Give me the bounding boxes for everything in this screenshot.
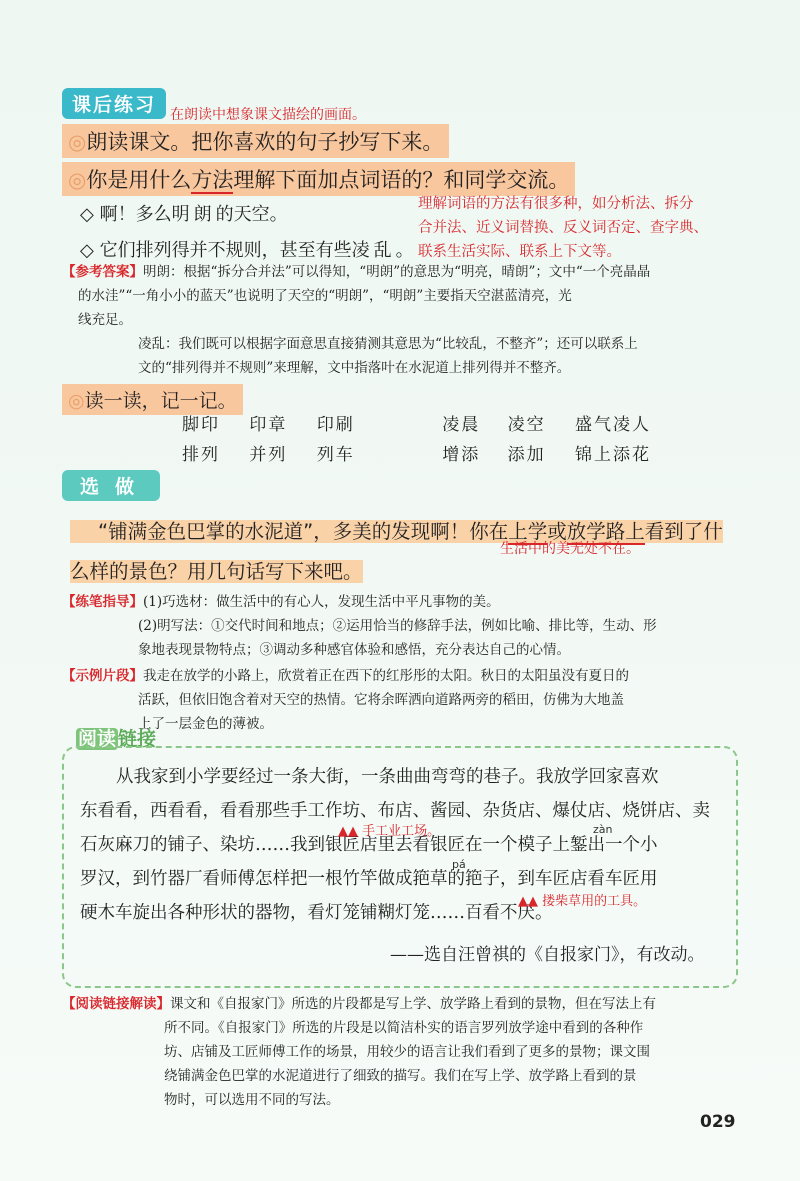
section-title-choose: 选做 [62,470,160,501]
q2-sentence-2: ◇ 它们排列得并不规则，甚至有些凌乱。 [80,240,414,261]
section-title-practice: 课后练习 [62,88,166,119]
reading-source: ——选自汪曾祺的《自报家门》，有改动。 [390,945,705,965]
dotted-word-minglang: 明朗 [171,204,216,225]
bullet-icon: ◎ [68,390,85,412]
choose-prompt: “铺满金色巴掌的水泥道”，多美的发现啊！你在上学或放学路上看到了什 么样的景色？用几句话写下来吧。 [70,520,723,583]
reference-answer: 【参考答案】明朗：根据“拆分合并法”可以得知，“明朗”的意思为“明亮，晴朗”；文中“一个亮晶晶 的水洼”“一角小小的蓝天”也说明了天空的“明朗”，“明朗”主要指天空湛蓝清亮，光 线充足。 凌乱：我们既可以根据字面意思直接猜测其意思为“比较乱，不整齐”；还可以联系上 文的“排列得并不规则”来理解，文中指落叶在水泥道上排列得并不整齐。 [62,264,651,376]
q2-sentence-1: ◇ 啊！多么明朗的天空。 [80,204,288,225]
q2-text-post: 理解下面加点词语的？和同学交流。 [233,168,570,192]
pinyin-zan: zàn [593,823,613,836]
question-3: ◎读一读，记一记。 [62,384,243,415]
dotted-word-lingluan: 凌乱 [351,240,396,261]
q2-text-method: 方法 [191,168,234,192]
reading-annotation-2: ▲▲ 搂柴草用的工具。 [518,894,647,909]
q1-text: 朗读课文。把你喜欢的句子抄写下来。 [86,130,444,154]
q2-annotation: 理解词语的方法有很多种，如分析法、拆分 合并法、近义词替换、反义词否定、查字典、 联系生活实际、联系上下文等。 [418,196,708,260]
q2-text-pre: 你是用什么 [86,168,192,192]
question-1 [62,124,449,158]
reading-passage: 从我家到小学要经过一条大街，一条曲曲弯弯的巷子。我放学回家喜欢 东看看，西看看，看看那些手工作坊、布店、酱园、杂货店、爆仗店、烧饼店、卖 石灰麻刀的铺子、染坊……我到银匠店里去看银匠在一个模子上錾出一个小 罗汉，到竹器厂看师傅怎样把一根竹竿做成筢草的筢子，到车匠店看车匠用 硬木车旋出各种形状的器物，看灯笼铺糊灯笼……百看不厌。 [80,767,710,923]
reading-annotation-1: ▲▲ 手工业工场。 [338,824,441,839]
word-row-1: 脚印 印章 印刷 凌晨 凌空 盛气凌人 [182,415,652,435]
writing-guide: 【练笔指导】(1)巧选材：做生活中的有心人，发现生活中平凡事物的美。 (2)明写法：①交代时间和地点；②运用恰当的修辞手法，例如比喻、排比等，生动、形 象地表现景物特点；③调动多种感官体验和感悟，充分表达自己的心情。 [62,594,657,658]
reading-link-title: 阅读 链接 [78,728,157,750]
bullet-icon: ◎ [68,130,87,154]
pinyin-pa: pá [452,858,466,871]
reading-interpretation: 【阅读链接解读】课文和《自报家门》所选的片段都是写上学、放学路上看到的景物，但在写法上有 所不同。《自报家门》所选的片段是以简洁朴实的语言罗列放学途中看到的各种作 坊、店铺及工匠师傅工作的场景，用较少的语言让我们看到了更多的景物；课文围 绕铺满金色巴掌的水泥道进行了细致的描写。我们在写上学、放学路上看到的景 物时，可以选用不同的写法。 [62,996,656,1108]
q1-annotation: 在朗读中想象课文描绘的画面。 [170,107,366,123]
answer-label: 【参考答案】 [62,264,143,280]
choose-annotation: 生活中的美无处不在。 [500,541,640,557]
bullet-icon: ◎ [68,168,87,192]
word-row-2: 排列 并列 列车 增添 添加 锦上添花 [182,445,652,465]
page-number: 029 [700,1112,736,1132]
question-2 [62,162,575,196]
example-paragraph: 【示例片段】我走在放学的小路上，欣赏着正在西下的红彤彤的太阳。秋日的太阳虽没有夏日的 活跃，但依旧饱含着对天空的热情。它将余晖洒向道路两旁的稻田，仿佛为大地盖 上了一层金色的薄被。 [62,668,629,732]
